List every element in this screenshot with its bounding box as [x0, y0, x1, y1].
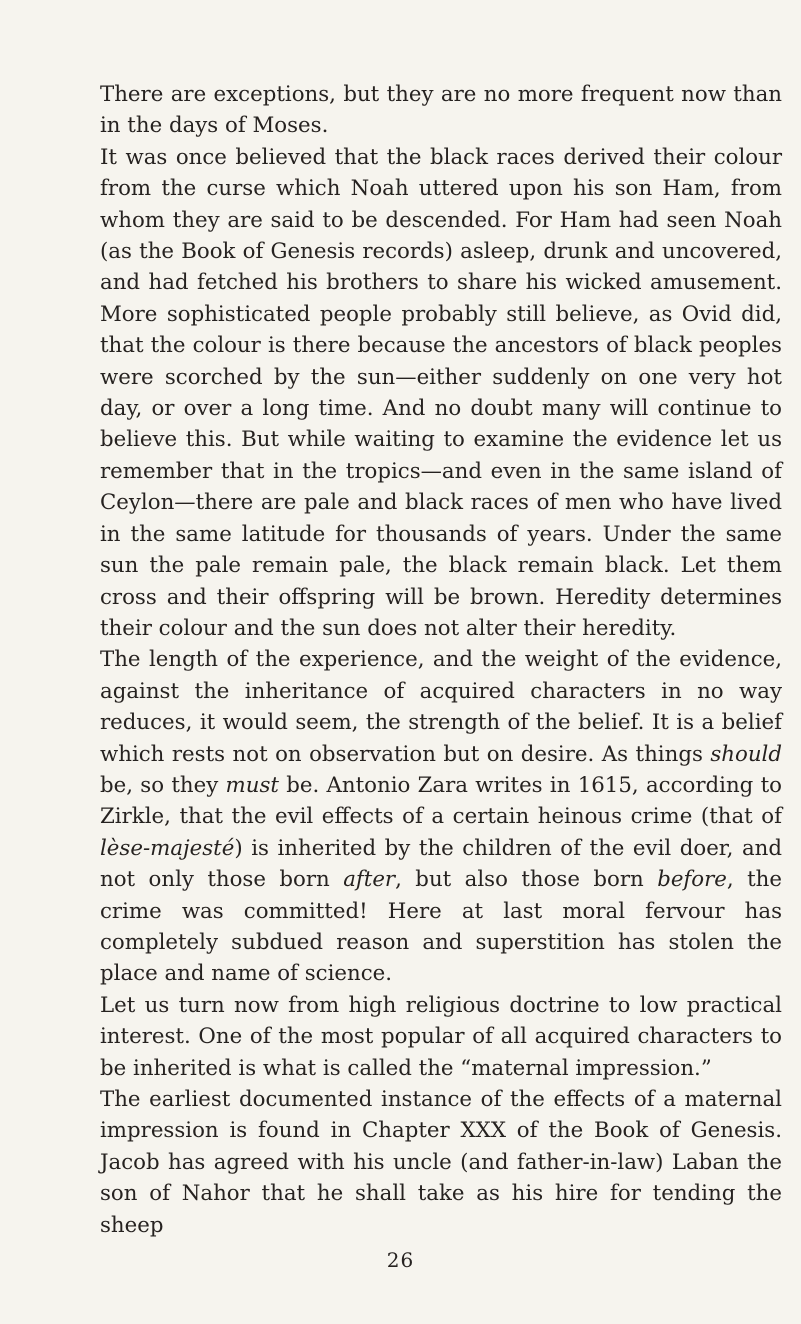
- text-run: The length of the experience, and the weight of the evidence, against the inheritance of acquired characters in no way reduces, it would seem, the strength of the belief. It is a belief which rests not on observation but on desire. As things: [100, 647, 782, 767]
- text-run: , but also those born: [395, 867, 658, 893]
- text-run: be, so they: [100, 772, 226, 798]
- italic-text: after: [343, 867, 396, 893]
- paragraph: There are exceptions, but they are no more frequent now than in the days of Moses.: [100, 82, 782, 139]
- italic-text: lèse-majesté: [100, 835, 235, 861]
- text-run: ) is inherited by the children of the evil doer, and not only those born: [100, 835, 782, 893]
- paragraph: It was once believed that the black races derived their colour from the curse which Noah uttered upon his son Ham, from whom they are said to be descended. For Ham had seen Noah (as the Book of Genesis records) asleep, drunk and uncovered, and had fetched his brothers to share his wicked amusement. More sophisticated people probably still believe, as Ovid did, that the colour is there because the ancestors of black peoples were scorched by the sun—either suddenly on one very hot day, or over a long time. And no doubt many will continue to believe this. But while waiting to examine the evidence let us remember that in the tropics—and even in the same island of Ceylon—there are pale and black races of men who have lived in the same latitude for thousands of years. Under the same sun the pale remain pale, the black remain black. Let them cross and their offspring will be brown. Heredity determines their colour and the sun does not alter their heredity.: [100, 144, 782, 641]
- text-run: be. Antonio Zara writes in 1615, according to Zirkle, that the evil effects of a certain heinous crime (that of: [100, 772, 782, 830]
- italic-text: must: [225, 772, 279, 798]
- text-run: , the crime was committed! Here at last moral fervour has completely subdued reason and superstition has stolen the place and name of science.: [100, 867, 782, 987]
- paragraph: [100, 644, 782, 989]
- page-number: 26: [386, 1248, 415, 1272]
- italic-text: should: [710, 741, 782, 767]
- italic-text: before: [657, 867, 727, 893]
- paragraph: Let us turn now from high religious doctrine to low practical interest. One of the most popular of all acquired characters to be inherited is what is called the “maternal impression.”: [100, 992, 782, 1081]
- paragraph: The earliest documented instance of the effects of a maternal impression is found in Chapter XXX of the Book of Genesis. Jacob has agreed with his uncle (and father-in-law) Laban the son of Nahor that he shall take as his hire for tending the sheep: [100, 1087, 782, 1238]
- body-text: [100, 79, 782, 1241]
